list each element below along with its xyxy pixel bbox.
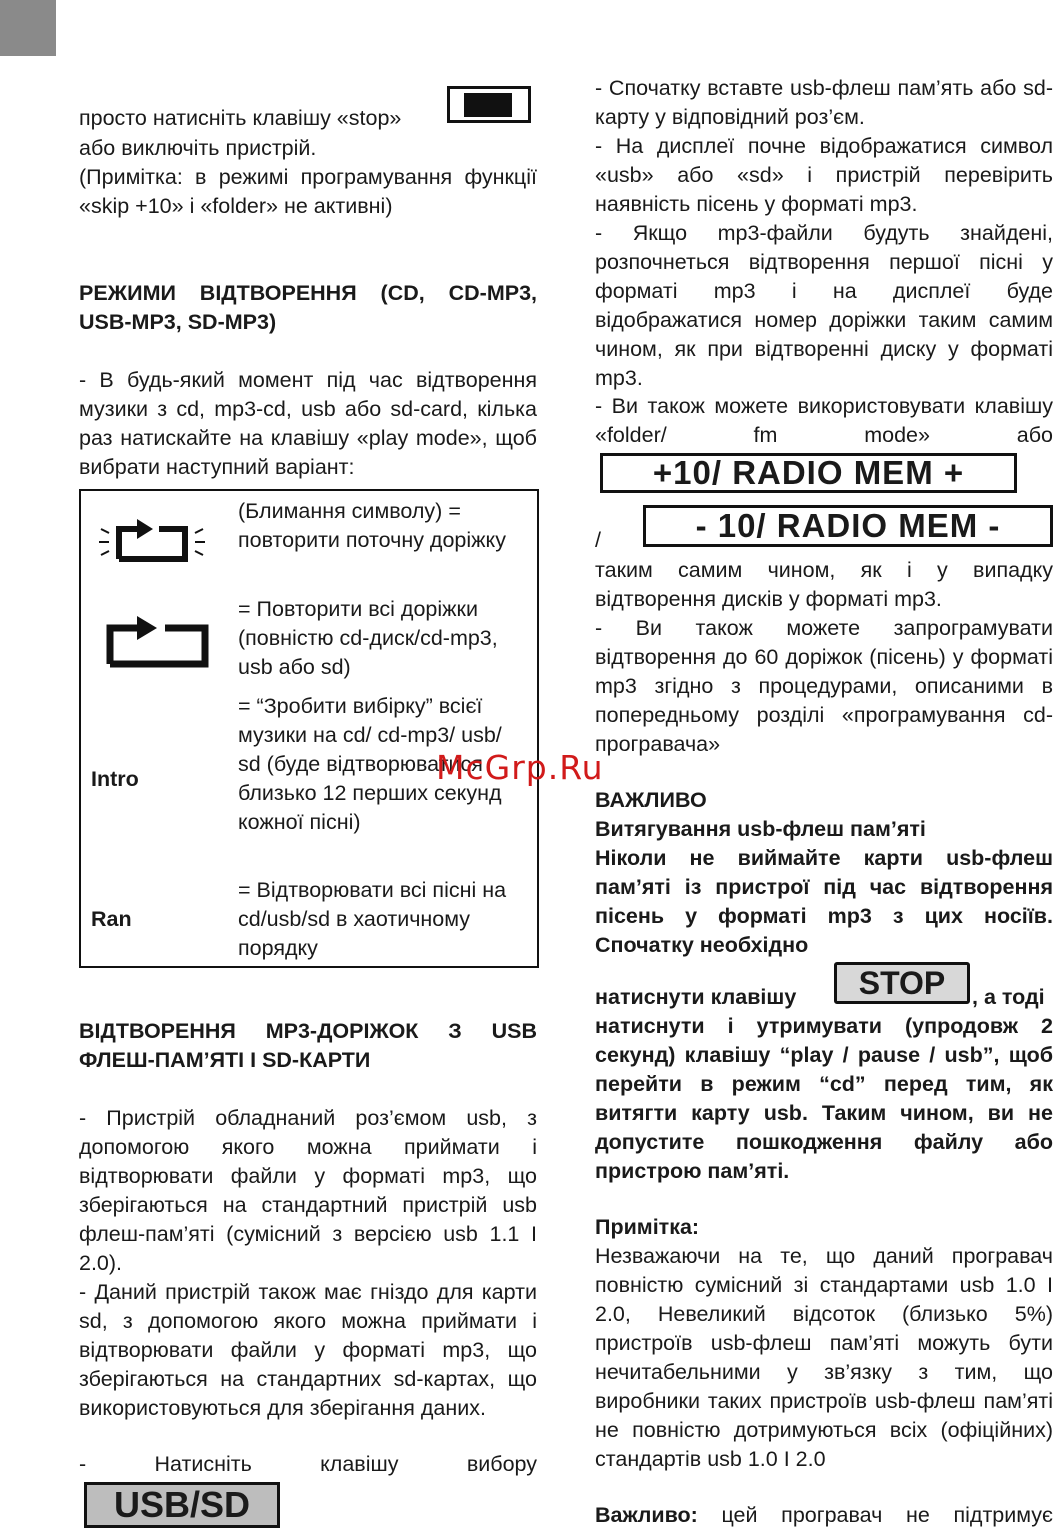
stop-key-icon <box>447 86 531 123</box>
usb-paragraph-1: - Пристрій обладнаний роз’ємом usb, з допомогою якого можна приймати і відтворювати файли у форматі mp3, що зберігаються на стандартний пристрій usb флеш-пам’яті (сумісний з версією usb 1.1 І 2.0). <box>79 1106 537 1275</box>
mode-desc-intro: = “Зробити вибірку” всієї музики на cd/ cd-mp3/ usb/ sd (буде відтворюватися близько 12 перших секунд кожної пісні) <box>238 694 502 834</box>
important-press-key-text: натиснути клавішу <box>595 985 797 1009</box>
mode-desc-repeat-all: = Повторити всі доріжки (повністю cd-диск/cd-mp3, usb або sd) <box>238 597 498 679</box>
mode-desc-repeat-one: (Блимання символу) = повторити поточну доріжку <box>238 499 506 552</box>
last-important-label: Важливо: <box>595 1503 698 1527</box>
heading-usb-sd-playback: ВІДТВОРЕННЯ MP3-ДОРІЖОК З USB ФЛЕШ-ПАМ’ЯТІ І SD-КАРТИ <box>79 1019 537 1072</box>
radio-mem-plus-key: +10/ RADIO MEM + <box>600 453 1017 493</box>
note-text: Незважаючи на те, що даний програвач повністю сумісний зі стандартами usb 1.0 І 2.0, Невеликий відсоток (близько 5%) пристроїв usb-флеш пам’яті можуть бути нечитабельними у зв’язку з тим, що виробники таких пристроїв usb-флеш пам’яті не повністю дотримуються всіх (офіційних) стандартів usb 1.0 І 2.0 <box>595 1244 1053 1471</box>
modes-intro: - В будь-який момент під час відтворення музики з cd, mp3-cd, usb або sd-card, кілька раз натискайте на клавішу «play mode», щоб вибрати наступний варіант: <box>79 368 537 479</box>
left-intro-line1: просто натисніть клавішу «stop» <box>79 106 402 130</box>
key-separator-slash: / <box>595 528 601 552</box>
last-important-text: цей програвач не підтримує <box>697 1503 1053 1527</box>
stop-key: STOP <box>834 962 970 1004</box>
right-paragraph-1: - Спочатку вставте usb-флеш пам’ять або sd-карту у відповідний роз’єм. <box>595 76 1053 129</box>
radio-mem-minus-key: - 10/ RADIO MEM - <box>643 505 1053 547</box>
right-paragraph-4: - Ви також можете використовувати клавішу «folder/ fm mode» або <box>595 394 1053 447</box>
repeat-one-blink-icon <box>97 515 207 567</box>
repeat-all-icon <box>105 612 211 668</box>
left-intro-line2: або виключіть пристрій. <box>79 136 317 160</box>
note-title: Примітка: <box>595 1215 700 1239</box>
important-paragraph-1: Ніколи не виймайте карти usb-флеш пам’яті із пристрої під час відтворення пісень у форматі mp3 з цих носіїв. Спочатку необхідно <box>595 846 1053 957</box>
usb-paragraph-3: - Натисніть клавішу вибору <box>79 1452 537 1476</box>
left-intro-note: (Примітка: в режимі програмування функції «skip +10» і «folder» не активні) <box>79 165 537 218</box>
right-paragraph-3: - Якщо mp3-файли будуть знайдені, розпочнеться відтворення першої пісні у форматі mp3 і на дисплеї буде відображатися номер доріжки таким самим чином, як при відтворенні диску у форматі mp3. <box>595 221 1053 390</box>
usb-sd-key: USB/SD <box>84 1482 280 1528</box>
mode-desc-random: = Відтворювати всі пісні на cd/usb/sd в хаотичному порядку <box>238 878 507 960</box>
important-paragraph-2: натиснути і утримувати (упродовж 2 секунд) клавішу “play / pause / usb”, щоб перейти в режим “cd” перед тим, як витягти карту usb. Таким чином, ви не допустите пошкодження файлу або пристрою пам’яті. <box>595 1014 1053 1183</box>
important-subtitle: Витягування usb-флеш пам’яті <box>595 817 926 841</box>
mode-label-random: Ran <box>91 907 132 931</box>
right-paragraph-2: - На дисплеї почне відображатися символ «usb» або «sd» і пристрій перевірить наявність пісень у форматі mp3. <box>595 134 1053 216</box>
important-title: ВАЖЛИВО <box>595 788 707 812</box>
page-corner-tab <box>0 0 56 56</box>
mode-label-intro: Intro <box>91 767 139 791</box>
important-then-text: , а тоді <box>972 985 1045 1009</box>
play-modes-table <box>79 489 539 968</box>
right-paragraph-5: таким самим чином, як і у випадку відтворення дисків у форматі mp3. <box>595 558 1053 611</box>
usb-paragraph-2: - Даний пристрій також має гніздо для карти sd, з допомогою якого можна приймати і відтворювати файли у форматі mp3, що зберігаються на стандартних sd-картах, що використовуються для зберігання даних. <box>79 1280 537 1420</box>
right-paragraph-6: - Ви також можете запрограмувати відтворення до 60 доріжок (пісень) у форматі mp3 згідно з процедурами, описаними в попередньому розділі «програмування cd-програвача» <box>595 616 1053 756</box>
watermark: McGrp.Ru <box>436 748 604 787</box>
heading-playback-modes: РЕЖИМИ ВІДТВОРЕННЯ (CD, CD-MP3, USB-MP3, SD-MP3) <box>79 281 537 334</box>
last-important-line <box>595 1501 1053 1530</box>
